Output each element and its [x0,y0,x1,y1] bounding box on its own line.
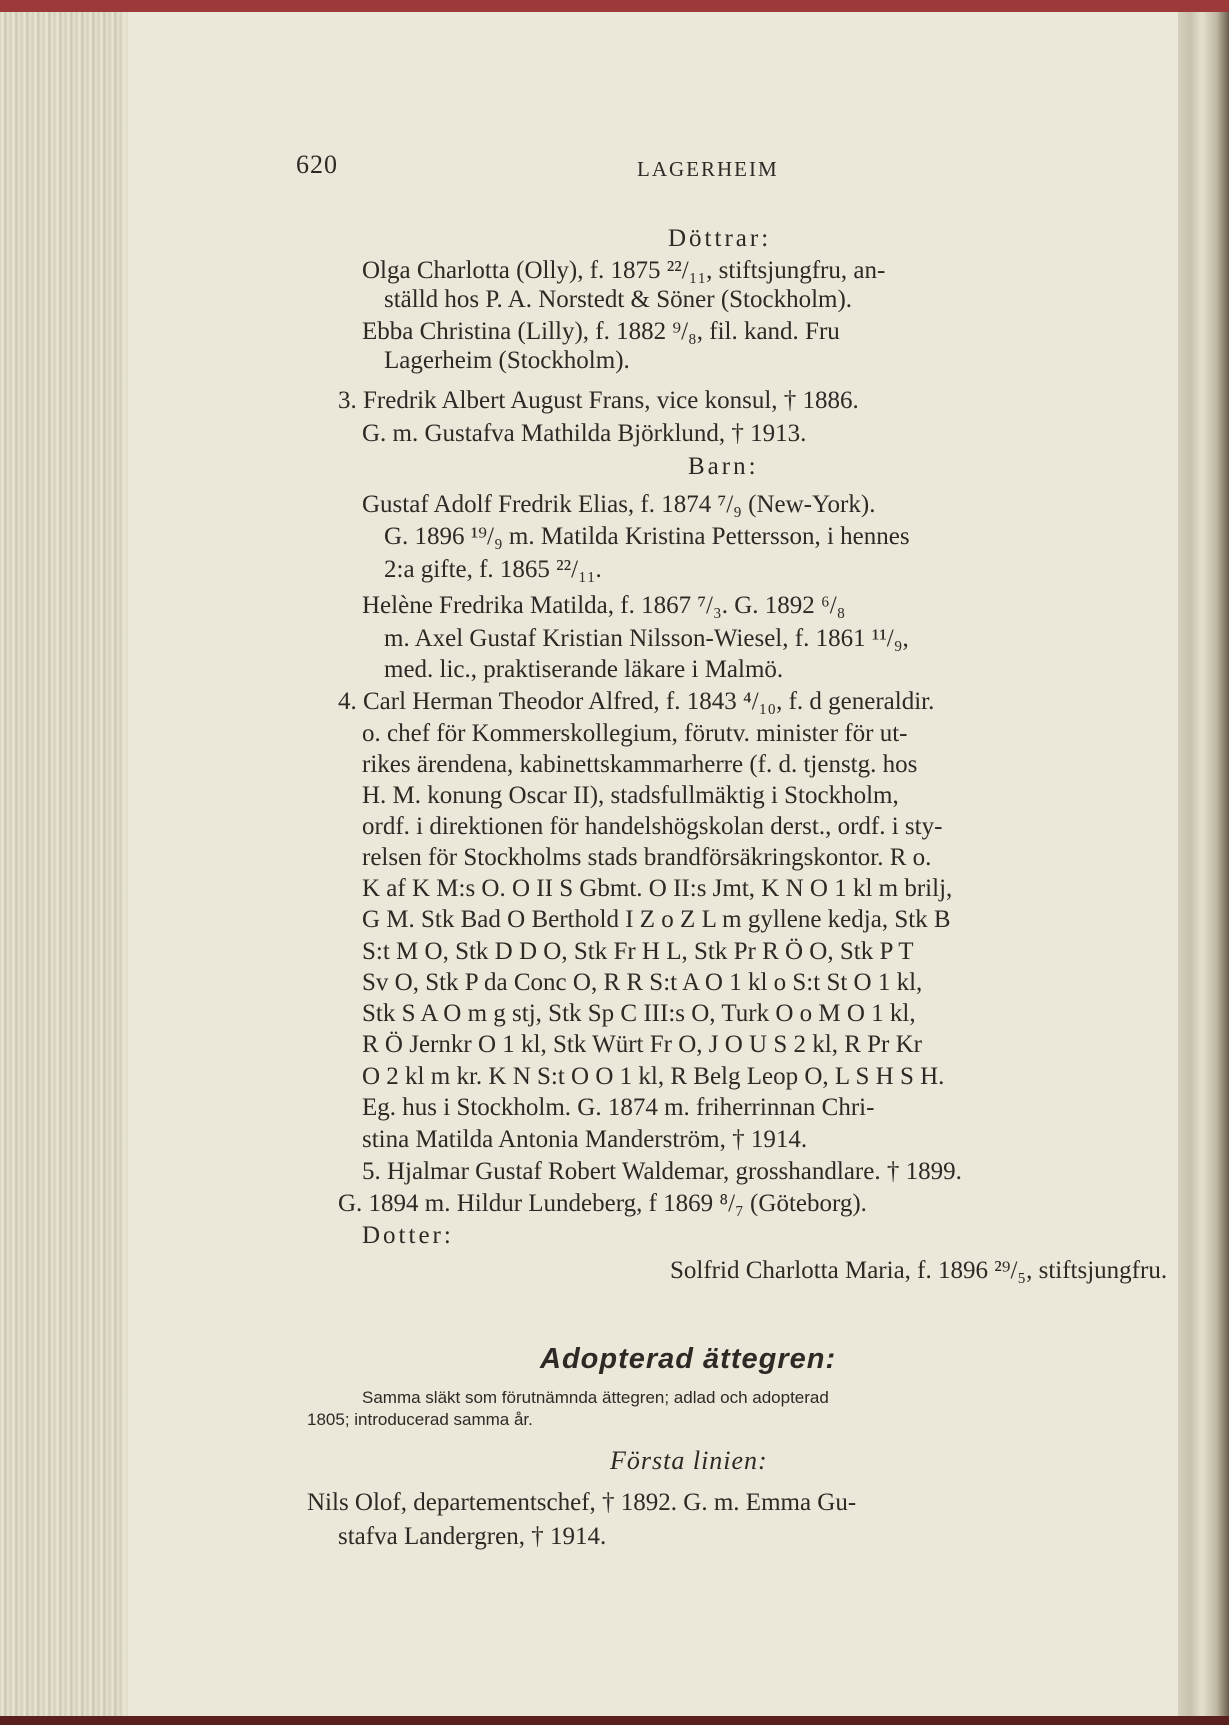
text-line: 5. Hjalmar Gustaf Robert Waldemar, grosshandlare. † 1899. [362,1158,962,1185]
text-line: Ebba Christina (Lilly), f. 1882 ⁹/₈, fil. kand. Fru [362,318,840,345]
text-line: stafva Landergren, † 1914. [338,1523,607,1550]
text-line: G. m. Gustafva Mathilda Björklund, † 1913. [362,420,807,447]
text-line: G M. Stk Bad O Berthold I Z o Z L m gyllene kedja, Stk B [362,906,951,933]
text-line: O 2 kl m kr. K N S:t O O 1 kl, R Belg Leop O, L S H S H. [362,1063,945,1090]
heading-dottrar: Döttrar: [668,225,772,252]
adoption-heading: Adopterad ättegren: [540,1343,837,1375]
text-line: Eg. hus i Stockholm. G. 1874 m. friherrinnan Chri- [362,1094,875,1121]
text-line: Solfrid Charlotta Maria, f. 1896 ²⁹/₅, stiftsjungfru. [670,1257,1168,1284]
text-line: K af K M:s O. O II S Gbmt. O II:s Jmt, K N O 1 kl m brilj, [362,875,953,902]
adoption-note: Samma släkt som förutnämnda ättegren; adlad och adopterad [362,1388,829,1407]
text-line: Olga Charlotta (Olly), f. 1875 ²²/₁₁, stiftsjungfru, an- [362,257,886,284]
text-line: ställd hos P. A. Norstedt & Söner (Stockholm). [384,286,853,313]
running-head: LAGERHEIM [637,157,779,181]
bottom-edge [0,1716,1229,1725]
heading-dotter: Dotter: [362,1222,454,1249]
text-line: Nils Olof, departementschef, † 1892. G. m. Emma Gu- [307,1489,857,1516]
text-line: Lagerheim (Stockholm). [384,347,630,374]
text-line: Sv O, Stk P da Conc O, R R S:t A O 1 kl o S:t St O 1 kl, [362,969,923,996]
text-line: H. M. konung Oscar II), stadsfullmäktig i Stockholm, [362,782,899,809]
text-line: rikes ärendena, kabinettskammarherre (f. d. tjenstg. hos [362,751,918,778]
text-line: m. Axel Gustaf Kristian Nilsson-Wiesel, f. 1861 ¹¹/₉, [384,625,909,652]
text-line: o. chef för Kommerskollegium, förutv. minister för ut- [362,720,908,747]
page-number: 620 [296,150,338,179]
text-line: 4. Carl Herman Theodor Alfred, f. 1843 ⁴/₁₀, f. d generaldir. [338,688,935,715]
left-page-stack [0,12,138,1718]
text-line: 2:a gifte, f. 1865 ²²/₁₁. [384,556,602,583]
text-line: stina Matilda Antonia Manderström, † 1914. [362,1126,808,1153]
first-line-heading: Första linien: [610,1446,768,1475]
text-line: R Ö Jernkr O 1 kl, Stk Würt Fr O, J O U S 2 kl, R Pr Kr [362,1031,922,1058]
text-line: relsen för Stockholms stads brandförsäkringskontor. R o. [362,844,932,871]
text-line: G. 1894 m. Hildur Lundeberg, f 1869 ⁸/₇ (Göteborg). [338,1190,867,1217]
text-line: S:t M O, Stk D D O, Stk Fr H L, Stk Pr R Ö O, Stk P T [362,938,914,965]
text-line: G. 1896 ¹⁹/₉ m. Matilda Kristina Pettersson, i hennes [384,523,910,550]
heading-barn: Barn: [688,453,759,480]
text-line: med. lic., praktiserande läkare i Malmö. [384,656,784,683]
text-line: Helène Fredrika Matilda, f. 1867 ⁷/₃. G. 1892 ⁶/₈ [362,592,846,619]
text-line: 3. Fredrik Albert August Frans, vice konsul, † 1886. [338,387,859,414]
text-line: Stk S A O m g stj, Stk Sp C III:s O, Turk O o M O 1 kl, [362,1000,916,1027]
text-line: ordf. i direktionen för handelshögskolan derst., ordf. i sty- [362,813,943,840]
text-line: Gustaf Adolf Fredrik Elias, f. 1874 ⁷/₉ (New-York). [362,491,876,518]
adoption-note: 1805; introducerad samma år. [307,1410,533,1429]
right-page-stack [1172,12,1229,1718]
